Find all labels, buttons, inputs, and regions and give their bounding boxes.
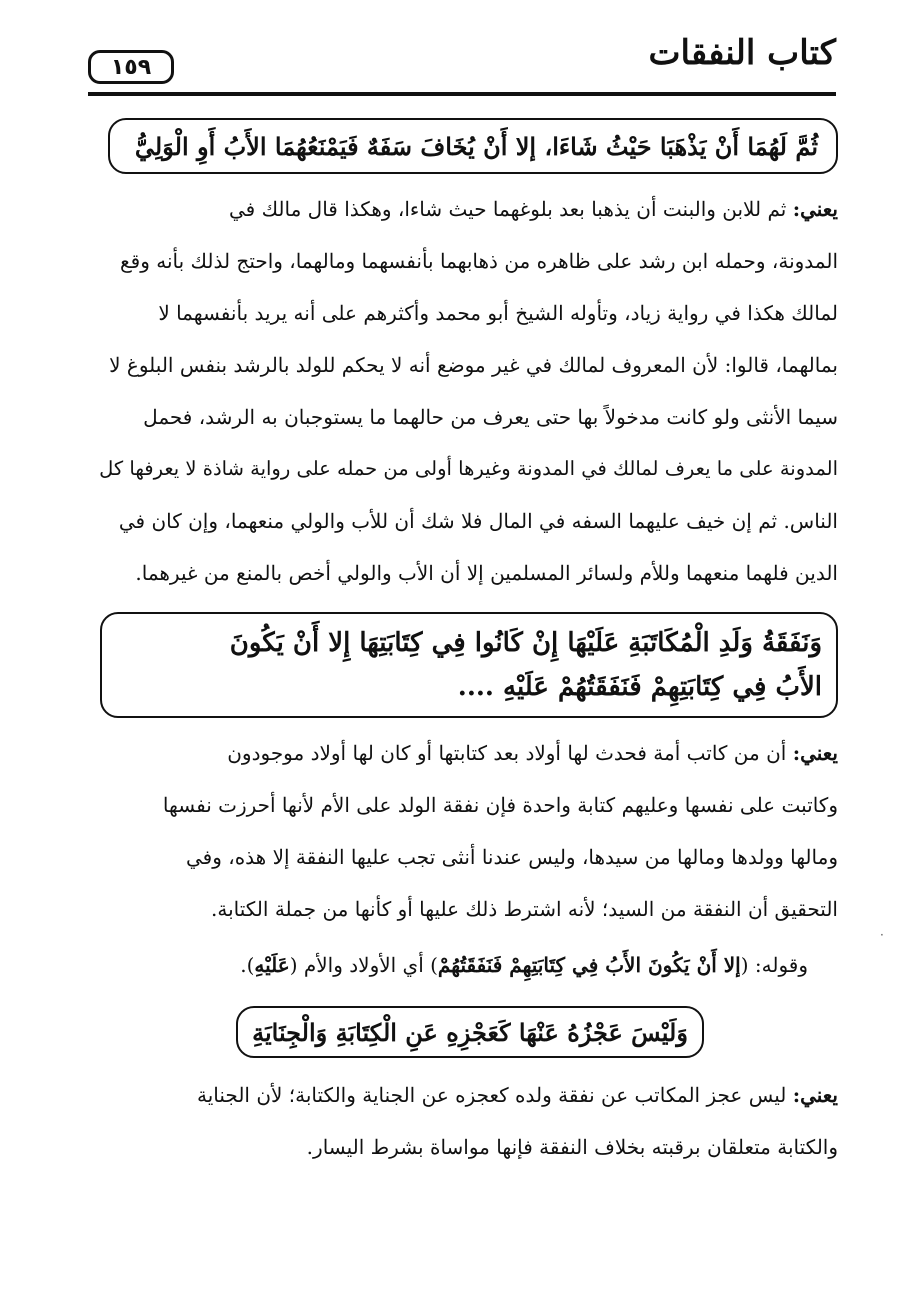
quote-middle: ) أي الأولاد والأم (: [289, 953, 438, 977]
matn-text: وَلَيْسَ عَجْزُهُ عَنْهَا كَعَجْزِهِ عَنِ الْكِتَابَةِ وَالْجِنَايَةِ: [252, 1017, 688, 1047]
inline-quote-2: عَلَيْهِ: [254, 953, 290, 977]
paragraph-line: [227, 728, 838, 778]
paragraph-line: التحقيق أن النفقة من السيد؛ لأنه اشترط ذلك عليها أو كأنها من جملة الكتابة.: [210, 897, 838, 921]
paragraph-line: ومالها وولدها ومالها من سيدها، وليس عندنا أنثى تجب عليها النفقة إلا هذه، وفي: [186, 845, 838, 869]
quote-prefix: وقوله: (: [740, 953, 808, 977]
line-text: أن من كاتب أمة فحدث لها أولاد بعد كتابتها أو كان لها أولاد موجودون: [227, 741, 787, 765]
scan-speck: ·: [880, 928, 884, 942]
commentary-paragraph-1: [90, 184, 838, 594]
paragraph-line: الدين فلهما منعهما وللأم ولسائر المسلمين إلا أن الأب والولي أخص بالمنع من غيرهما.: [135, 561, 838, 585]
chapter-title: كتاب النفقات: [648, 33, 836, 73]
paragraph-line: وكاتبت على نفسها وعليهم كتابة واحدة فإن نفقة الولد على الأم لأنها أحرزت نفسها: [162, 793, 838, 817]
lead-word: يعني:: [792, 1083, 838, 1107]
commentary-paragraph-2: [90, 728, 838, 948]
paragraph-line: والكتابة متعلقان برقبته بخلاف النفقة فإنها مواساة بشرط اليسار.: [306, 1135, 838, 1159]
paragraph-line: [197, 1070, 838, 1120]
paragraph-line: سيما الأنثى ولو كانت مدخولاً بها حتى يعرف من حالهما ما يستوجبان به الرشد، فحمل: [143, 405, 838, 429]
paragraph-line: المدونة على ما يعرف لمالك في المدونة وغيرها أولى من حمله على رواية شاذة لا يعرفها كل: [99, 457, 838, 480]
page-number: ١٥٩: [88, 50, 174, 84]
matn-line: الأَبُ فِي كِتَابَتِهِمْ فَنَفَقَتُهُمْ عَلَيْهِ ....: [457, 672, 822, 702]
matn-box-2: [100, 612, 838, 718]
paragraph-line: بمالهما، قالوا: لأن المعروف لمالك في غير موضع أنه لا يحكم للولد بالرشد بنفس البلوغ لا: [109, 353, 838, 377]
line-text: ثم للابن والبنت أن يذهبا بعد بلوغهما حيث شاءا، وهكذا قال مالك في: [228, 197, 787, 221]
matn-box-1: [108, 118, 838, 174]
paragraph-line: [229, 184, 838, 234]
lead-word: يعني:: [792, 197, 838, 221]
commentary-paragraph-3: [90, 938, 838, 998]
paragraph-line: لمالك هكذا في رواية زياد، وتأوله الشيخ أبو محمد وأكثرهم على أنه يريد بأنفسهما لا: [158, 301, 838, 325]
paragraph-line: المدونة، وحمله ابن رشد على ظاهره من ذهابهما بأنفسهما ومالهما، واحتج لذلك بأنه وقع: [120, 249, 838, 273]
quote-suffix: ).: [240, 953, 255, 977]
commentary-paragraph-4: [90, 1070, 838, 1180]
matn-text: ثُمَّ لَهُمَا أَنْ يَذْهَبَا حَيْثُ شَاءَا، إلا أَنْ يُخَافَ سَفَهٌ فَيَمْنَعُهُمَا الأَبُ أَوِ الْوَلِيُّ: [134, 131, 818, 161]
matn-box-3: [236, 1006, 704, 1058]
paragraph-line: الناس. ثم إن خيف عليهما السفه في المال فلا شك أن للأب والولي منعهما، وإن كان في: [118, 509, 838, 533]
header-divider: [88, 92, 836, 96]
lead-word: يعني:: [792, 741, 838, 765]
paragraph-line: [240, 940, 808, 990]
matn-line: وَنَفَقَةُ وَلَدِ الْمُكَاتَبَةِ عَلَيْهَا إِنْ كَانُوا فِي كِتَابَتِهَا إِلا أَنْ يَكُونَ: [229, 628, 822, 658]
inline-quote: إلا أَنْ يَكُونَ الأَبُ فِي كِتَابَتِهِمْ فَنَفَقَتُهُمْ: [437, 953, 741, 977]
line-text: ليس عجز المكاتب عن نفقة ولده كعجزه عن الجناية والكتابة؛ لأن الجناية: [196, 1083, 787, 1107]
